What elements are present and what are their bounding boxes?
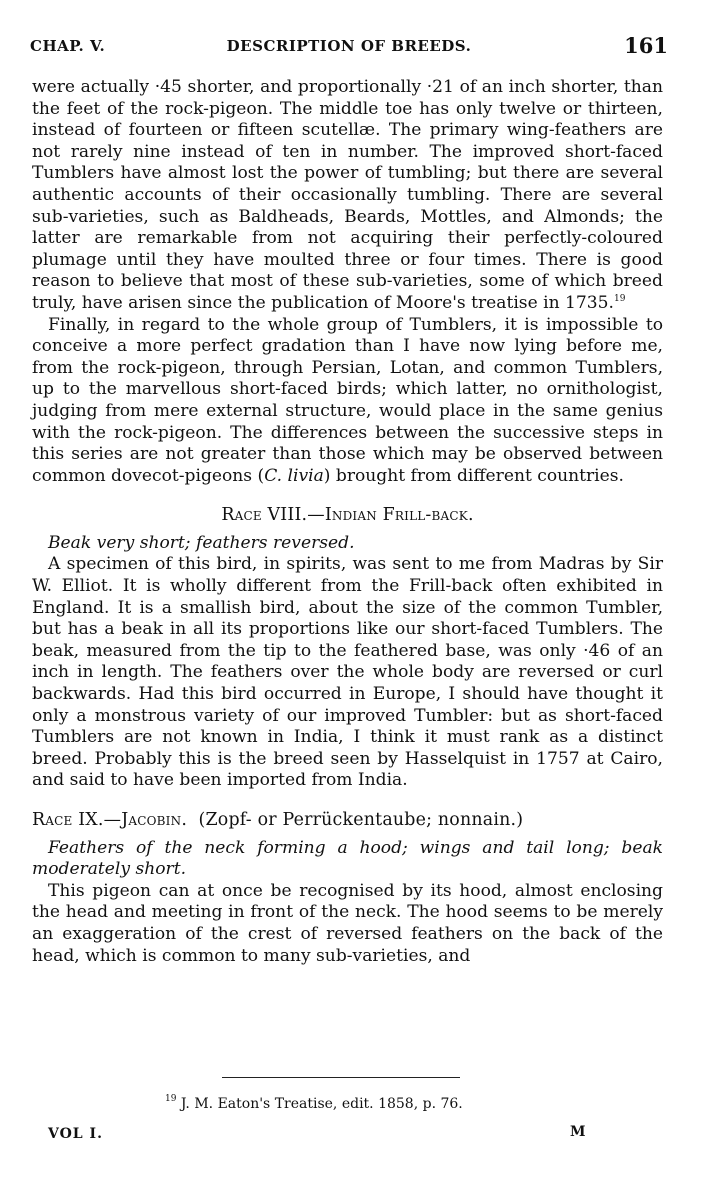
heading-title: Race IX.—Jacobin. bbox=[32, 810, 188, 830]
footnote-mark: 19 bbox=[165, 1094, 177, 1104]
diagnosis-race-9: Feathers of the neck forming a hood; wings and tail long; beak moderately short. bbox=[32, 837, 663, 880]
footnote bbox=[165, 1096, 463, 1112]
section-heading-race-8: Race VIII.—Indian Frill-back. bbox=[221, 505, 474, 526]
volume-signature: VOL I. bbox=[48, 1126, 103, 1142]
paragraph-text: ) brought from different countries. bbox=[323, 465, 624, 486]
running-title: DESCRIPTION OF BREEDS. bbox=[226, 37, 472, 55]
paragraph-text: Finally, in regard to the whole group of Tumblers, it is impossible to conceive a more perfect gradation than I have now lying before me, from the rock-pigeon, through Persian, Lotan, and common Tumblers, up to the marvellous short-faced birds; which latter, no ornithologist, judging from mere external structure, would place in the same genius with the rock-pigeon. The differences between the successive steps in this series are not greater than those which may be observed between common dovecot-pigeons ( bbox=[32, 314, 663, 486]
heading-note: (Zopf- or Perrückentaube; nonnain.) bbox=[198, 810, 524, 830]
diagnosis-race-8: Beak very short; feathers reversed. bbox=[48, 532, 355, 553]
paragraph-tumblers-end bbox=[32, 77, 663, 315]
running-header bbox=[30, 33, 668, 63]
footnote-ref: 19 bbox=[613, 293, 626, 304]
paragraph-text: were actually ·45 shorter, and proportionally ·21 of an inch shorter, than the feet of the rock-pigeon. The middle toe has only twelve or thirteen, instead of fourteen or fifteen scutellæ. The primary wing-feathers are not rarely nine instead of ten in number. The improved short-faced Tumblers have almost lost the power of tumbling; but there are several authentic accounts of their occasionally tumbling. There are several sub-varieties, such as Baldheads, Beards, Mottles, and Almonds; the latter are remarkable from not acquiring their perfectly-coloured plumage until they have moulted three or four times. There is good reason to believe that most of these sub-varieties, some of which breed truly, have arisen since the publication of Moore's treatise in 1735. bbox=[32, 77, 663, 313]
page-body bbox=[32, 77, 663, 967]
species-name: C. livia bbox=[264, 465, 324, 486]
section-heading-race-9 bbox=[32, 810, 663, 832]
paragraph-frill-back: A specimen of this bird, in spirits, was sent to me from Madras by Sir W. Elliot. It is wholly different from the Frill-back often exhibited in England. It is a smallish bird, about the size of the common Tumbler, but has a beak in all its proportions like our short-faced Tumblers. The beak, measured from the tip to the feathered base, was only ·46 of an inch in length. The feathers over the whole body are reversed or curl backwards. Had this bird occurred in Europe, I should have thought it only a monstrous variety of our improved Tumbler: but as short-faced Tumblers are not known in India, I think it must rank as a distinct breed. Probably this is the breed seen by Hasselquist in 1757 at Cairo, and said to have been imported from India. bbox=[32, 554, 663, 791]
page-number: 161 bbox=[624, 33, 668, 58]
paragraph-gradation bbox=[32, 315, 663, 488]
paragraph-jacobin: This pigeon can at once be recognised by its hood, almost enclosing the head and meeting in front of the neck. The hood seems to be merely an exaggeration of the crest of reversed feathers on the back of the head, which is common to many sub-varieties, and bbox=[32, 880, 663, 966]
chapter-label: CHAP. V. bbox=[30, 37, 106, 55]
footnote-divider bbox=[222, 1077, 460, 1078]
gathering-signature: M bbox=[570, 1124, 586, 1140]
footnote-text: J. M. Eaton's Treatise, edit. 1858, p. 76. bbox=[180, 1096, 463, 1112]
